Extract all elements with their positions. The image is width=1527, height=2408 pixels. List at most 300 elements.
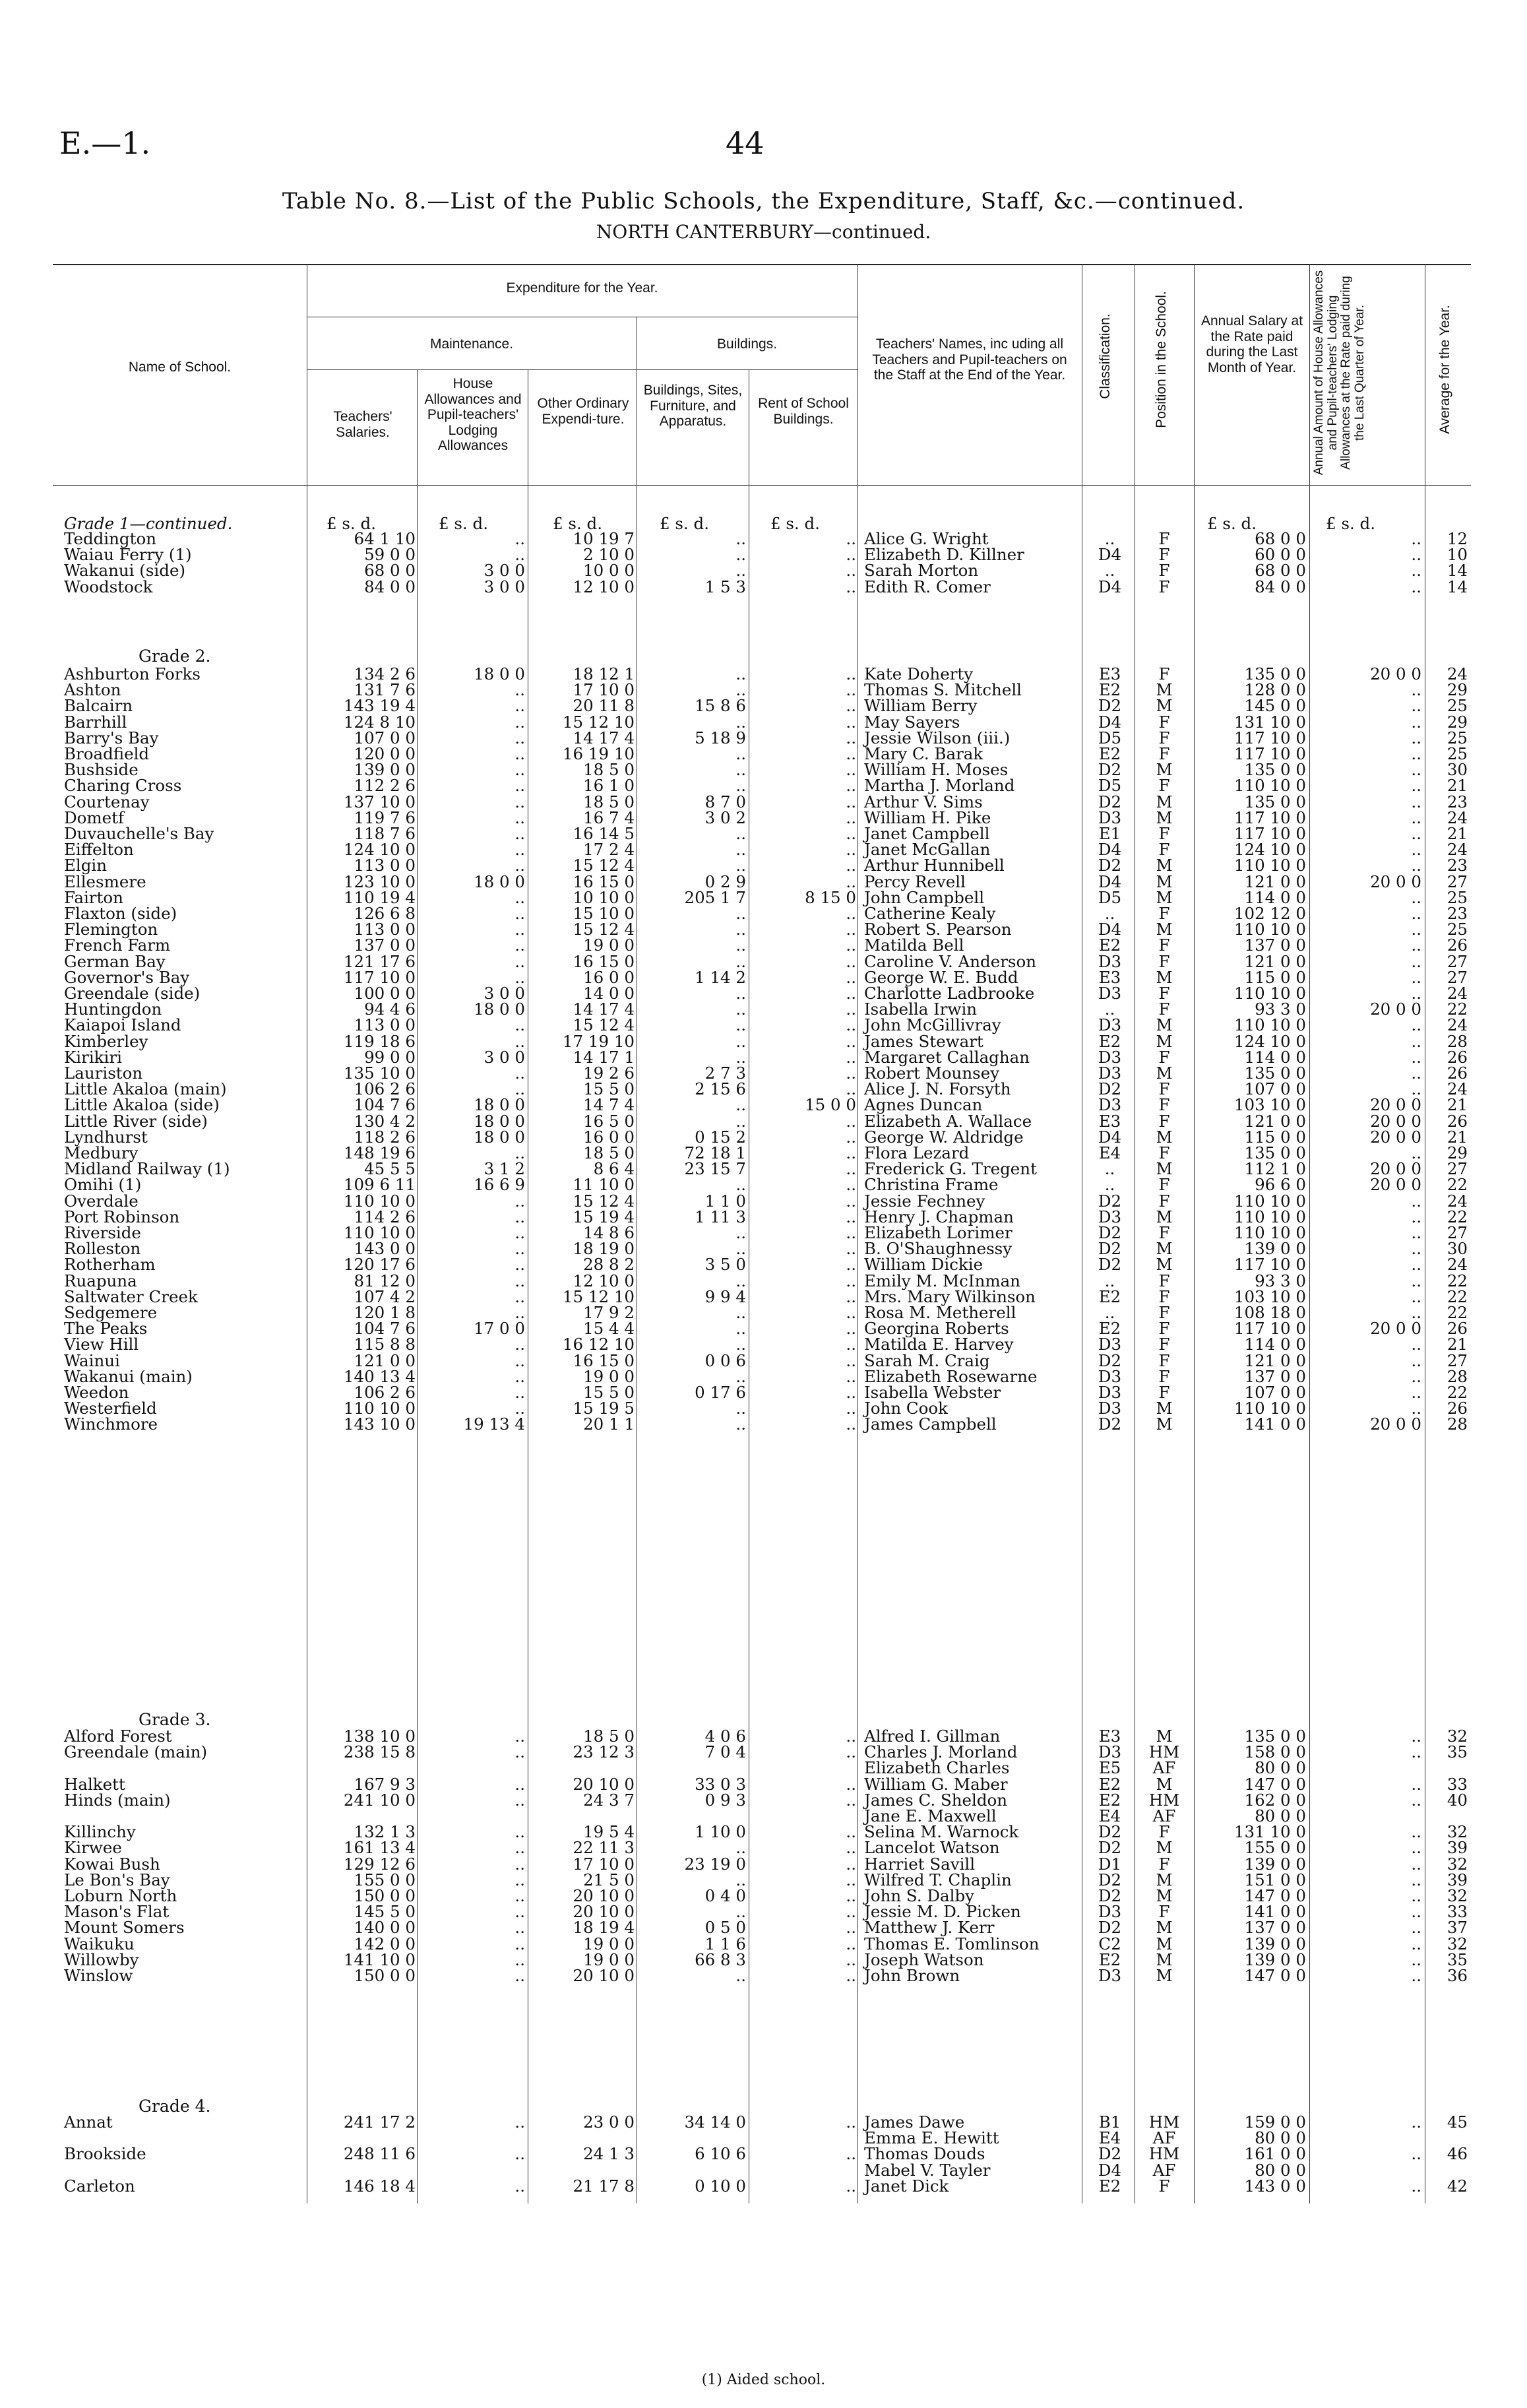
cell-school: Lauriston [64, 1063, 143, 1083]
table-row [0, 2160, 1527, 2180]
cell-cls: D3 [1098, 1399, 1122, 1418]
cell-aalw: .. [1411, 1047, 1421, 1067]
cell-oth: 19 0 0 [583, 935, 635, 955]
cell-school: Winchmore [64, 1414, 158, 1434]
cell-sal: 167 9 3 [354, 1774, 416, 1794]
cell-rent: .. [846, 1399, 856, 1418]
cell-aalw: .. [1411, 1286, 1421, 1306]
cell-school: Eiffelton [64, 840, 134, 860]
cell-bld: .. [735, 1031, 746, 1051]
cell-pos: M [1156, 887, 1173, 907]
cell-school: Little Akaloa (main) [64, 1079, 227, 1099]
cell-cls: D2 [1098, 1223, 1122, 1242]
cell-avg: 35 [1447, 1742, 1468, 1762]
cell-asal: 162 0 0 [1244, 1790, 1306, 1810]
cell-school: Dometf [64, 808, 125, 827]
cell-aalw: .. [1411, 1015, 1421, 1035]
cell-alw: .. [514, 1303, 525, 1322]
cell-aalw: .. [1411, 1870, 1421, 1889]
cell-cls: E2 [1098, 935, 1121, 955]
cell-teacher: Edith R. Comer [864, 577, 991, 596]
cell-alw: 3 0 0 [483, 984, 525, 1003]
cell-pos: F [1158, 1223, 1170, 1242]
cell-asal: 80 0 0 [1255, 2128, 1306, 2148]
cell-cls: E2 [1098, 1949, 1121, 1969]
cell-asal: 135 0 0 [1244, 1143, 1306, 1162]
cell-oth: 15 12 4 [573, 1015, 635, 1035]
cell-oth: 2 10 0 [583, 545, 635, 565]
cell-avg: 21 [1447, 1335, 1468, 1354]
cell-cls: E1 [1098, 824, 1121, 843]
cell-asal: 110 10 0 [1233, 776, 1306, 796]
cell-bld: .. [735, 712, 746, 732]
cell-teacher: Frederick G. Tregent [864, 1159, 1037, 1179]
table-row [0, 951, 1527, 971]
cell-rent: .. [846, 1191, 856, 1211]
cell-pos: M [1156, 1239, 1173, 1259]
cell-rent: .. [846, 2112, 856, 2132]
cell-rent: .. [846, 967, 856, 987]
cell-aalw: .. [1411, 1271, 1421, 1290]
cell-alw: 19 13 4 [463, 1414, 525, 1434]
cell-pos: M [1156, 792, 1173, 811]
cell-asal: 102 12 0 [1233, 904, 1306, 923]
cell-asal: 68 0 0 [1255, 561, 1306, 581]
cell-pos: F [1158, 1143, 1170, 1162]
cell-cls: D2 [1098, 1350, 1122, 1370]
cell-cls: D4 [1098, 871, 1122, 891]
cell-alw: .. [514, 1239, 525, 1259]
cell-alw: .. [514, 1949, 525, 1969]
cell-pos: M [1156, 680, 1173, 700]
cell-bld: .. [735, 1366, 746, 1386]
cell-bld: 0 10 0 [695, 2176, 746, 2196]
cell-asal: 114 0 0 [1244, 887, 1306, 907]
cell-sal: 110 19 4 [343, 887, 416, 907]
cell-avg: 24 [1447, 1255, 1468, 1275]
cell-bld: .. [735, 1303, 746, 1322]
cell-pos: M [1156, 856, 1173, 875]
cell-pos: F [1158, 712, 1170, 732]
col-header-maintenance: Maintenance. [429, 336, 514, 352]
cell-pos: M [1156, 1015, 1173, 1035]
cell-school: Huntingdon [64, 999, 162, 1019]
cell-rent: .. [846, 1774, 856, 1794]
cell-pos: M [1156, 1918, 1173, 1938]
cell-pos: F [1158, 577, 1170, 596]
cell-asal: 80 0 0 [1255, 1806, 1306, 1825]
cell-avg: 26 [1447, 1047, 1468, 1067]
cell-cls: D3 [1098, 1366, 1122, 1386]
cell-oth: 16 15 0 [573, 871, 635, 891]
cell-oth: 16 15 0 [573, 951, 635, 971]
cell-teacher: B. O'Shaughnessy [864, 1239, 1013, 1259]
cell-sal: 59 0 0 [364, 545, 416, 565]
cell-oth: 15 12 4 [573, 856, 635, 875]
cell-bld: 5 18 9 [695, 728, 746, 747]
cell-aalw: .. [1411, 967, 1421, 987]
cell-teacher: John Brown [864, 1966, 960, 1985]
cell-school: Winslow [64, 1966, 133, 1985]
cell-oth: 28 8 2 [583, 1255, 635, 1275]
cell-oth: 14 7 4 [583, 1095, 635, 1115]
cell-alw: .. [514, 680, 525, 700]
cell-cls: D3 [1098, 1742, 1122, 1762]
cell-school: Lyndhurst [64, 1127, 148, 1147]
cell-avg: 26 [1447, 935, 1468, 955]
cell-bld: 0 2 9 [704, 871, 746, 891]
cell-sal: 94 4 6 [364, 999, 416, 1019]
cell-pos: M [1156, 920, 1173, 939]
cell-rent: .. [846, 545, 856, 565]
col-header-buildings: Buildings, Sites, Furniture, and Apparatus. [643, 383, 743, 429]
cell-asal: 155 0 0 [1244, 1838, 1306, 1858]
cell-pos: F [1158, 728, 1170, 747]
cell-sal: 241 10 0 [343, 1790, 416, 1810]
cell-teacher: James Dawe [864, 2112, 965, 2132]
cell-bld: 2 15 6 [695, 1079, 746, 1099]
cell-school: Ruapuna [64, 1271, 137, 1290]
col-header-average: Average for the Year. [1437, 305, 1452, 434]
cell-cls: .. [1104, 1271, 1115, 1290]
table-row [0, 1031, 1527, 1051]
cell-avg: 22 [1447, 1207, 1468, 1226]
cell-oth: 16 12 10 [562, 1335, 635, 1354]
cell-asal: 117 10 0 [1233, 1255, 1306, 1275]
cell-asal: 80 0 0 [1255, 1758, 1306, 1778]
cell-pos: F [1158, 529, 1170, 548]
cell-pos: M [1156, 1934, 1173, 1953]
cell-pos: F [1158, 1191, 1170, 1211]
cell-pos: M [1156, 871, 1173, 891]
cell-teacher: William H. Pike [864, 808, 991, 827]
cell-avg: 32 [1447, 1822, 1468, 1842]
cell-aalw: .. [1411, 920, 1421, 939]
cell-school: Courtenay [64, 792, 150, 811]
cell-rent: .. [846, 1143, 856, 1162]
cell-asal: 117 10 0 [1233, 1319, 1306, 1339]
cell-cls: D3 [1098, 1335, 1122, 1354]
table-row [0, 563, 1527, 579]
cell-alw: .. [514, 1934, 525, 1953]
cell-aalw: 20 0 0 [1370, 664, 1421, 683]
cell-alw: .. [514, 1870, 525, 1889]
cell-oth: 20 10 0 [573, 1966, 635, 1985]
cell-pos: F [1158, 561, 1170, 581]
cell-oth: 17 2 4 [583, 840, 635, 860]
table-row [0, 1774, 1527, 1794]
cell-asal: 93 3 0 [1255, 999, 1306, 1019]
cell-sal: 126 6 8 [354, 904, 416, 923]
cell-cls: D3 [1098, 951, 1122, 971]
cell-alw: .. [514, 1271, 525, 1290]
cell-teacher: Kate Doherty [864, 664, 974, 683]
cell-rent: .. [846, 1727, 856, 1746]
cell-oth: 18 5 0 [583, 1143, 635, 1162]
header-bottom-rule [53, 485, 1471, 486]
cell-school: Kowai Bush [64, 1854, 160, 1874]
cell-pos: F [1158, 840, 1170, 860]
cell-sal: 115 8 8 [354, 1335, 416, 1354]
cell-sal: 112 2 6 [354, 776, 416, 796]
cell-cls: D3 [1098, 1047, 1122, 1067]
cell-rent: .. [846, 1063, 856, 1083]
cell-asal: 115 0 0 [1244, 1127, 1306, 1147]
cell-rent: .. [846, 1350, 856, 1370]
cell-pos: F [1158, 545, 1170, 565]
cell-school: Loburn North [64, 1886, 177, 1905]
cell-pos: M [1156, 1886, 1173, 1905]
cell-sal: 124 8 10 [343, 712, 416, 732]
table-title: Table No. 8.—List of the Public Schools, the Expenditure, Staff, &c.—continued. [282, 188, 1245, 214]
cell-bld: 1 10 0 [695, 1822, 746, 1842]
cell-alw: .. [514, 1143, 525, 1162]
cell-avg: 24 [1447, 1079, 1468, 1099]
cell-avg: 22 [1447, 1271, 1468, 1290]
cell-sal: 121 0 0 [354, 1350, 416, 1370]
cell-school: Ashton [64, 680, 121, 700]
cell-avg: 28 [1447, 1414, 1468, 1434]
cell-bld: .. [735, 1047, 746, 1067]
cell-asal: 117 10 0 [1233, 824, 1306, 843]
cell-alw: .. [514, 840, 525, 860]
cell-aalw: 20 0 0 [1370, 1414, 1421, 1434]
cell-rent: .. [846, 792, 856, 811]
cell-bld: 9 9 4 [704, 1286, 746, 1306]
cell-school: Riverside [64, 1223, 141, 1242]
cell-oth: 16 7 4 [583, 808, 635, 827]
cell-cls: .. [1104, 999, 1115, 1019]
table-subtitle: NORTH CANTERBURY—continued. [596, 221, 931, 243]
cell-alw: .. [514, 1774, 525, 1794]
cell-teacher: Alice G. Wright [864, 529, 989, 548]
cell-alw: 18 0 0 [474, 1127, 525, 1147]
cell-avg: 39 [1447, 1870, 1468, 1889]
cell-school: Sedgemere [64, 1303, 158, 1322]
cell-aalw: .. [1411, 1727, 1421, 1746]
cell-teacher: John Campbell [864, 887, 985, 907]
cell-teacher: Alfred I. Gillman [864, 1727, 1001, 1746]
cell-rent: .. [846, 1366, 856, 1386]
cell-teacher: William Dickie [864, 1255, 983, 1275]
cell-avg: 28 [1447, 1031, 1468, 1051]
cell-sal: 148 19 6 [343, 1143, 416, 1162]
cell-rent: .. [846, 1383, 856, 1402]
cell-teacher: Janet Campbell [864, 824, 990, 843]
cell-avg: 23 [1447, 856, 1468, 875]
table-row [0, 1350, 1527, 1370]
cell-sal: 100 0 0 [354, 984, 416, 1003]
cell-sal: 155 0 0 [354, 1870, 416, 1889]
cell-school: Kimberley [64, 1031, 148, 1051]
cell-teacher: Thomas Douds [864, 2144, 985, 2164]
cell-sal: 117 10 0 [343, 967, 416, 987]
cell-alw: .. [514, 1838, 525, 1858]
cell-alw: .. [514, 1286, 525, 1306]
cell-school: Charing Cross [64, 776, 182, 796]
cell-bld: .. [735, 1239, 746, 1259]
cell-oth: 19 0 0 [583, 1366, 635, 1386]
cell-bld: .. [735, 1111, 746, 1131]
cell-school: Saltwater Creek [64, 1286, 198, 1306]
cell-asal: 110 10 0 [1233, 920, 1306, 939]
cell-oth: 15 12 4 [573, 920, 635, 939]
cell-rent: .. [846, 1303, 856, 1322]
cell-aalw: .. [1411, 776, 1421, 796]
cell-sal: 248 11 6 [343, 2144, 416, 2164]
cell-avg: 27 [1447, 1223, 1468, 1242]
cell-sal: 137 10 0 [343, 792, 416, 811]
cell-cls: E2 [1098, 1319, 1121, 1339]
cell-cls: E5 [1098, 1758, 1121, 1778]
cell-pos: F [1158, 1095, 1170, 1115]
cell-sal: 143 10 0 [343, 1414, 416, 1434]
cell-cls: .. [1104, 529, 1115, 548]
cell-aalw: 20 0 0 [1370, 871, 1421, 891]
cell-alw: .. [514, 712, 525, 732]
cell-bld: 7 0 4 [704, 1742, 746, 1762]
cell-oth: 20 11 8 [573, 696, 635, 716]
cell-oth: 16 15 0 [573, 1350, 635, 1370]
cell-avg: 45 [1447, 2112, 1468, 2132]
col-header-salaries: Teachers' Salaries. [333, 409, 392, 440]
currency-unit-label: £ s. d. [553, 514, 602, 533]
cell-oth: 16 5 0 [583, 1111, 635, 1131]
cell-bld: .. [735, 1870, 746, 1889]
cell-teacher: Martha J. Morland [864, 776, 1015, 796]
cell-asal: 137 0 0 [1244, 935, 1306, 955]
cell-aalw: .. [1411, 824, 1421, 843]
cell-sal: 142 0 0 [354, 1934, 416, 1953]
cell-rent: .. [846, 1031, 856, 1051]
cell-alw: 3 0 0 [483, 561, 525, 581]
cell-cls: E2 [1098, 2176, 1121, 2196]
cell-pos: F [1158, 1366, 1170, 1386]
cell-bld: .. [735, 1335, 746, 1354]
cell-avg: 21 [1447, 1127, 1468, 1147]
table-row [0, 1273, 1527, 1289]
cell-rent: .. [846, 1015, 856, 1035]
cell-rent: .. [846, 1790, 856, 1810]
cell-alw: .. [514, 967, 525, 987]
cell-alw: .. [514, 1255, 525, 1275]
cell-asal: 131 10 0 [1233, 712, 1306, 732]
cell-teacher: Harriet Savill [864, 1854, 976, 1874]
cell-bld: 0 9 3 [704, 1790, 746, 1810]
cell-rent: .. [846, 871, 856, 891]
cell-cls: D2 [1098, 1886, 1122, 1905]
grade-heading: Grade 4. [139, 2097, 211, 2116]
cell-pos: F [1158, 776, 1170, 796]
cell-rent: .. [846, 1414, 856, 1434]
cell-school: Annat [64, 2112, 113, 2132]
cell-aalw: .. [1411, 712, 1421, 732]
col-header-classification: Classification. [1098, 313, 1113, 399]
cell-sal: 140 13 4 [343, 1366, 416, 1386]
cell-oth: 15 12 10 [562, 712, 635, 732]
cell-teacher: Matilda Bell [864, 935, 964, 955]
cell-alw: 3 0 0 [483, 1047, 525, 1067]
cell-pos: HM [1148, 2144, 1180, 2164]
cell-school: Waiau Ferry (1) [64, 545, 192, 565]
cell-teacher: Charlotte Ladbrooke [864, 984, 1035, 1003]
table-row [0, 2146, 1527, 2162]
cell-oth: 24 3 7 [583, 1790, 635, 1810]
cell-pos: F [1158, 1175, 1170, 1195]
cell-bld: 1 11 3 [695, 1207, 746, 1226]
cell-bld: 34 14 0 [684, 2112, 746, 2132]
cell-avg: 21 [1447, 824, 1468, 843]
cell-oth: 15 4 4 [583, 1319, 635, 1339]
cell-school: Wakanui (main) [64, 1366, 193, 1386]
cell-bld: .. [735, 935, 746, 955]
cell-bld: .. [735, 1175, 746, 1195]
cell-alw: .. [514, 1822, 525, 1842]
cell-pos: F [1158, 1902, 1170, 1922]
cell-aalw: .. [1411, 1399, 1421, 1418]
cell-rent: .. [846, 577, 856, 596]
cell-oth: 14 17 1 [573, 1047, 635, 1067]
cell-teacher: Henry J. Chapman [864, 1207, 1014, 1226]
cell-rent: .. [846, 1207, 856, 1226]
cell-sal: 238 15 8 [343, 1742, 416, 1762]
cell-rent: .. [846, 1286, 856, 1306]
subheader-rule [307, 369, 857, 370]
cell-school: Mount Somers [64, 1918, 185, 1938]
cell-rent: .. [846, 1079, 856, 1099]
cell-pos: F [1158, 1303, 1170, 1322]
cell-sal: 139 0 0 [354, 760, 416, 780]
cell-alw: .. [514, 545, 525, 565]
cell-bld: .. [735, 840, 746, 860]
cell-asal: 96 6 0 [1255, 1175, 1306, 1195]
cell-asal: 135 0 0 [1244, 1727, 1306, 1746]
cell-teacher: Emily M. McInman [864, 1271, 1020, 1290]
cell-alw: .. [514, 1854, 525, 1874]
cell-oth: 14 0 0 [583, 984, 635, 1003]
cell-aalw: 20 0 0 [1370, 1319, 1421, 1339]
cell-cls: E3 [1098, 664, 1121, 683]
cell-asal: 147 0 0 [1244, 1966, 1306, 1985]
cell-school: Waikuku [64, 1934, 135, 1953]
cell-cls: D3 [1098, 1966, 1122, 1985]
cell-asal: 151 0 0 [1244, 1870, 1306, 1889]
cell-cls: D3 [1098, 1015, 1122, 1035]
cell-teacher: Christina Frame [864, 1175, 999, 1195]
cell-cls: D3 [1098, 1063, 1122, 1083]
cell-teacher: Matthew J. Kerr [864, 1918, 995, 1938]
cell-teacher: Janet Dick [864, 2176, 949, 2196]
cell-pos: M [1156, 1031, 1173, 1051]
col-header-position: Position in the School. [1154, 291, 1169, 428]
cell-sal: 129 12 6 [343, 1854, 416, 1874]
cell-pos: F [1158, 1079, 1170, 1099]
cell-rent: .. [846, 951, 856, 971]
cell-aalw: .. [1411, 1918, 1421, 1938]
cell-alw: .. [514, 2176, 525, 2196]
cell-rent: .. [846, 1902, 856, 1922]
cell-teacher: Robert S. Pearson [864, 920, 1012, 939]
cell-alw: .. [514, 904, 525, 923]
cell-avg: 21 [1447, 1095, 1468, 1115]
cell-school: Greendale (main) [64, 1742, 208, 1762]
table-row [0, 1416, 1527, 1432]
cell-alw: .. [514, 1742, 525, 1762]
cell-teacher: John Cook [864, 1399, 949, 1418]
cell-asal: 115 0 0 [1244, 967, 1306, 987]
cell-school: Willowby [64, 1949, 139, 1969]
cell-cls: D5 [1098, 887, 1122, 907]
